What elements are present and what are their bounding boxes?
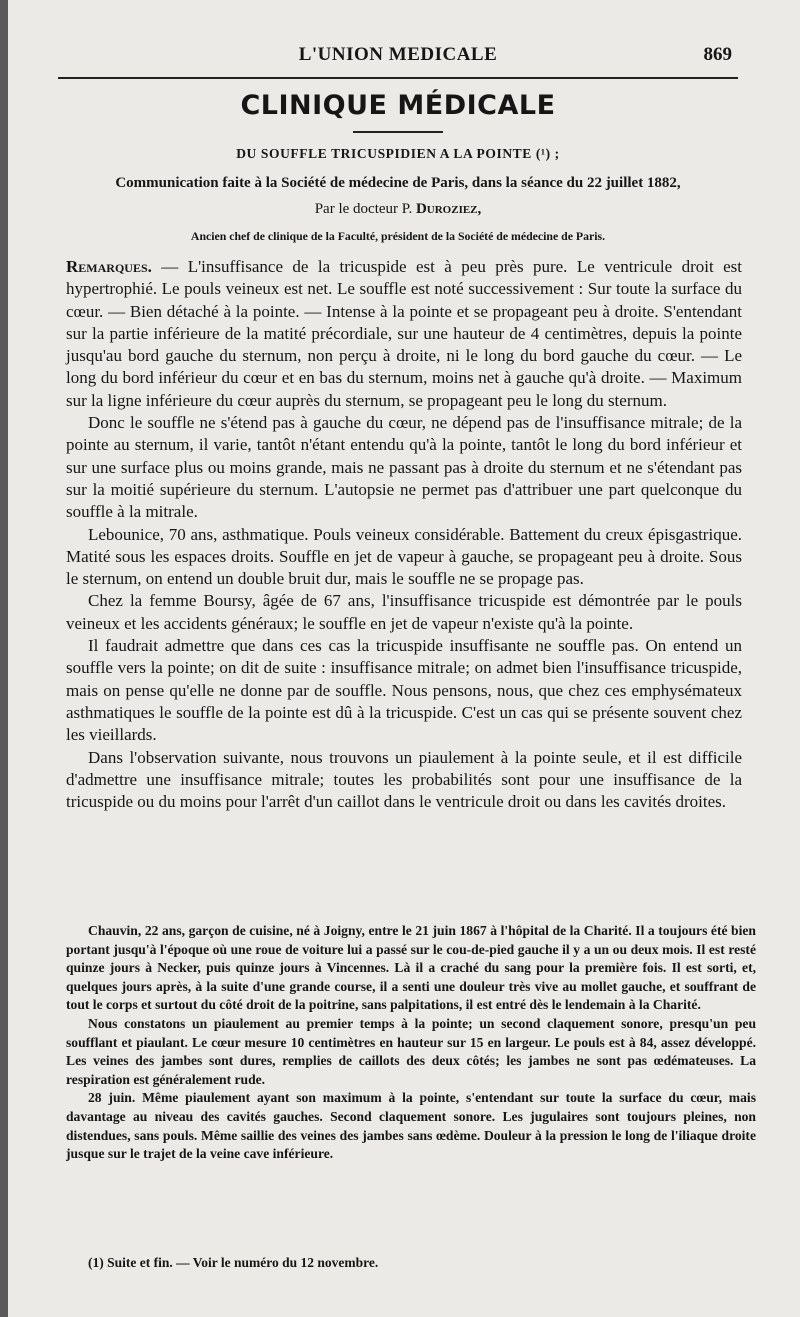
- paragraph-2: Donc le souffle ne s'étend pas à gauche du cœur, ne dépend pas de l'insuffisance mitrale; de la pointe au sternum, il varie, tantôt n'étant entendu qu'à la pointe, tantôt le long du bord inférieur et sur une surface plus ou moins grande, mais ne passant pas à droite du sternum et ne s'étendant pas sur la moitié supérieure du sternum. L'autopsie ne permet pas d'attribuer une part quelconque du souffle à la mitrale.: [66, 413, 742, 522]
- author-prefix: Par le docteur P.: [314, 201, 416, 217]
- paragraph-6: Dans l'observation suivante, nous trouvons un piaulement à la pointe seule, et il est difficile d'admettre une insuffisance mitrale; toutes les probabilités sont pour une insuffisance de la tricuspide ou du moins pour l'arrêt d'un caillot dans le ventricule droit ou dans les cavités droites.: [66, 747, 742, 812]
- header-rule: [58, 77, 738, 79]
- paragraph-remarques: [66, 256, 742, 412]
- remarques-label: Remarques.: [66, 257, 152, 276]
- author-affiliation: Ancien chef de clinique de la Faculté, président de la Société de médecine de Paris.: [190, 229, 606, 243]
- article-title: DU SOUFFLE TRICUSPIDIEN A LA POINTE (¹) ;: [236, 146, 560, 161]
- observation-paragraph-3: 28 juin. Même piaulement ayant son maximum à la pointe, s'entendant sur toute la surface du cœur, mais davantage au niveau des cavités gauches. Second claquement sonore. Les jugulaires sont toujours pleines, non distendues, sans pouls. Même saillie des veines des jambes sans œdème. Douleur à la pression le long de l'iliaque droite jusque sur le trajet de la veine cave inférieure.: [66, 1090, 756, 1162]
- article-body: [66, 256, 742, 813]
- observation-paragraph-2: Nous constatons un piaulement au premier temps à la pointe; un second claquement sonore, presqu'un peu soufflant et piaulant. Le cœur mesure 10 centimètres en hauteur sur 15 en largeur. Le pouls est à 84, assez développé. Les veines des jambes sont dures, remplies de caillots des deux côtés; les jambes ne sont pas œdémateuses. La respiration est généralement rude.: [66, 1015, 756, 1087]
- observation-paragraph-1: Chauvin, 22 ans, garçon de cuisine, né à Joigny, entre le 21 juin 1867 à l'hôpital de la Charité. Il a toujours été bien portant jusqu'à l'époque où une roue de voiture lui a passé sur le cou-de-pied gauche il y a un ou deux mois. Il est resté quinze jours à Necker, puis quinze jours à Vincennes. Là il a craché du sang pour la première fois. Il est sorti, et, quelques jours après, à la suite d'une grande course, il a senti une douleur très vive au mollet gauche, et souffrant de tout le corps et surtout du côté droit de la poitrine, sans palpitations, il est entré dès le lendemain à la Charité.: [66, 923, 756, 1013]
- paragraph-5: Il faudrait admettre que dans ces cas la tricuspide insuffisante ne souffle pas. On entend un souffle vers la pointe; on dit de suite : insuffisance mitrale; on admet bien l'insuffisance tricuspide, mais on pense qu'elle ne donne par de souffle. Nous pensons, nous, que chez ces emphysémateux asthmatiques le souffle de la pointe est dû à la tricuspide. C'est un cas qui se présente souvent chez les vieillards.: [66, 636, 742, 745]
- paragraph-remarques-text: — L'insuffisance de la tricuspide est à peu près pure. Le ventricule droit est hypertrophié. Le pouls veineux est net. Le souffle est noté successivement : Sur toute la surface du cœur. — Bien détaché à la pointe. — Intense à la pointe et se propageant peu à droite. S'entendant sur la partie inférieure de la matité précordiale, sur une hauteur de 4 centimètres, depuis la pointe jusqu'au bord gauche du sternum, non perçu à droite, ni le long du bord gauche du cœur. — Le long du bord inférieur du cœur et en bas du sternum, moins net à gauche qu'à droite. — Maximum sur la ligne inférieure du cœur auprès du sternum, se propageant peu le long du sternum.: [66, 257, 742, 410]
- page-number: 869: [703, 44, 732, 65]
- journal-page: [8, 0, 800, 1317]
- observation-section: [66, 922, 756, 1164]
- running-head: [58, 44, 738, 74]
- paragraph-4: Chez la femme Boursy, âgée de 67 ans, l'insuffisance tricuspide est démontrée par le pouls veineux et les accidents généraux; le souffle en jet de vapeur n'existe qu'à la pointe.: [66, 591, 742, 633]
- title-rule: [353, 131, 443, 133]
- author-name: Duroziez,: [415, 201, 482, 217]
- communication-line: Communication faite à la Société de médecine de Paris, dans la séance du 22 juillet 1882,: [115, 175, 681, 191]
- author-line: [58, 201, 738, 218]
- journal-name: L'UNION MEDICALE: [298, 44, 498, 65]
- paragraph-3: Lebounice, 70 ans, asthmatique. Pouls veineux considérable. Battement du creux épisgastrique. Matité sous les espaces droits. Souffle en jet de vapeur à gauche, se propageant peu à droite. Sous le sternum, on entend un double bruit dur, mais le souffle ne se propage pas.: [66, 524, 742, 589]
- footnote: (1) Suite et fin. — Voir le numéro du 12 novembre.: [88, 1255, 379, 1270]
- section-title: CLINIQUE MÉDICALE: [240, 90, 556, 121]
